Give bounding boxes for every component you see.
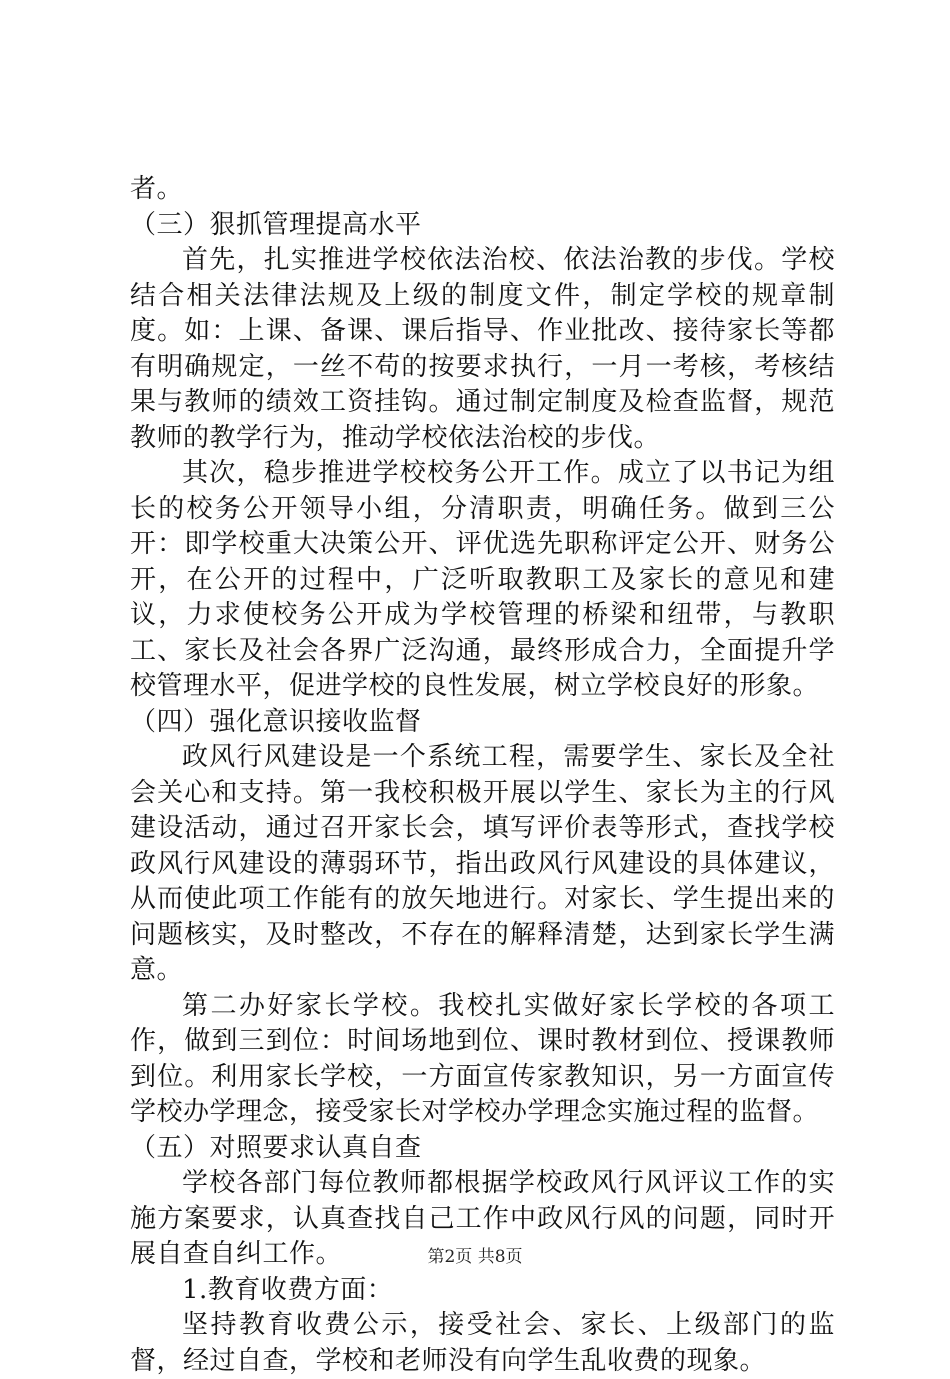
paragraph-self-check: 学校各部门每位教师都根据学校政风行风评议工作的实施方案要求，认真查找自己工作中政风行风的问题，同时开展自查自纠工作。 [130, 1168, 835, 1269]
paragraph-supervision: 政风行风建设是一个系统工程，需要学生、家长及全社会关心和支持。第一我校积极开展以学生、家长为主的行风建设活动，通过召开家长会，填写评价表等形式，查找学校政风行风建设的薄弱环节，指出政风行风建设的具体建议，从而使此项工作能有的放矢地进行。对家长、学生提出来的问题核实，及时整改，不存在的解释清楚，达到家长学生满意。 [130, 742, 835, 985]
paragraph-first: 首先，扎实推进学校依法治校、依法治教的步伐。学校结合相关法律法规及上级的制度文件，制定学校的规章制度。如：上课、备课、课后指导、作业批改、接待家长等都有明确规定，一丝不苟的按要求执行，一月一考核，考核结果与教师的绩效工资挂钩。通过制定制度及检查监督，规范教师的教学行为，推动学校依法治校的步伐。 [130, 245, 835, 453]
section-heading-5: （五）对照要求认真自查 [130, 1132, 422, 1163]
section-heading-3: （三）狠抓管理提高水平 [130, 209, 422, 240]
paragraph-second: 其次，稳步推进学校校务公开工作。成立了以书记为组长的校务公开领导小组，分清职责，明确任务。做到三公开：即学校重大决策公开、评优选先职称评定公开、财务公开，在公开的过程中，广泛听取教职工及家长的意见和建议，力求使校务公开成为学校管理的桥梁和纽带，与教职工、家长及社会各界广泛沟通，最终形成合力，全面提升学校管理水平，促进学校的良性发展，树立学校良好的形象。 [130, 458, 835, 701]
document-body [130, 172, 835, 1379]
page-number-footer: 第2页 共8页 [427, 1247, 523, 1267]
paragraph-fees: 坚持教育收费公示，接受社会、家长、上级部门的监督，经过自查，学校和老师没有向学生乱收费的现象。 [130, 1310, 835, 1376]
paragraph-parent-school: 第二办好家长学校。我校扎实做好家长学校的各项工作，做到三到位：时间场地到位、课时教材到位、授课教师到位。利用家长学校，一方面宣传家教知识，另一方面宣传学校办学理念，接受家长对学校办学理念实施过程的监督。 [130, 990, 835, 1127]
section-heading-4: （四）强化意识接收监督 [130, 706, 422, 737]
list-item-fees-heading: 1.教育收费方面： [182, 1274, 394, 1305]
paragraph-continuation: 者。 [130, 174, 184, 204]
